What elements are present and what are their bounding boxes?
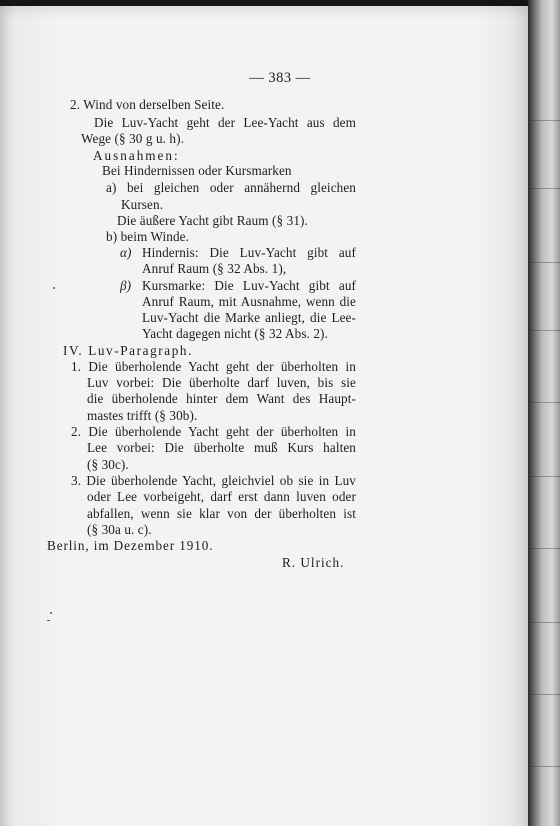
beta-line: Yacht dagegen nicht (§ 32 Abs. 2). [142,326,328,341]
case-a-line: a) bei gleichen oder annähernd gleichen [106,180,356,195]
beta-line: Anruf Raum, mit Ausnahme, wenn die [142,294,356,309]
exceptions-label: Ausnahmen: [93,148,180,163]
rule-line: Die Luv-Yacht geht der Lee-Yacht aus dem [94,115,356,130]
page-number: — 383 — [249,70,311,86]
rule-line: Wege (§ 30 g u. h). [81,131,185,146]
paragraph-2-line: Lee vorbei: Die überholte muß Kurs halten [87,440,356,455]
paragraph-1-line: die überholende hinter dem Want des Haupt- [87,391,356,406]
paragraph-2-line: 2. Die überholende Yacht geht der überholten in [71,424,356,439]
ink-speck [47,620,50,621]
place-date: Berlin, im Dezember 1910. [47,538,214,553]
page-edge [528,0,560,826]
section-iv-heading: IV. Luv-Paragraph. [63,343,193,358]
beta-marker: β) [120,278,132,293]
alpha-marker: α) [120,245,132,260]
paragraph-1-line: 1. Die überholende Yacht geht der überholten in [71,359,356,374]
case-a-line: Kursen. [121,197,164,212]
paragraph-3-line: oder Lee vorbeigeht, darf erst dann luven oder [87,489,356,504]
beta-line: Luv-Yacht die Marke anliegt, die Lee- [142,310,356,325]
paragraph-3-line: 3. Die überholende Yacht, gleichviel ob sie in Luv [71,473,356,488]
alpha-line: Hindernis: Die Luv-Yacht gibt auf [142,245,356,260]
obstacles-line: Bei Hindernissen oder Kursmarken [102,163,292,178]
ink-speck [53,287,55,289]
paragraph-3-line: abfallen, wenn sie klar von der überholten ist [87,506,356,521]
case-b-heading: b) beim Winde. [106,229,190,244]
item2-heading: 2. Wind von derselben Seite. [70,97,225,112]
case-a-line: Die äußere Yacht gibt Raum (§ 31). [117,213,308,228]
paragraph-2-line: (§ 30c). [87,457,129,472]
alpha-line: Anruf Raum (§ 32 Abs. 1), [142,261,287,276]
paragraph-1-line: mastes trifft (§ 30b). [87,408,198,423]
signature: R. Ulrich. [282,555,345,570]
paragraph-1-line: Luv vorbei: Die überholte darf luven, bis sie [87,375,356,390]
paragraph-3-line: (§ 30a u. c). [87,522,152,537]
ink-speck [50,612,52,614]
beta-line: Kursmarke: Die Luv-Yacht gibt auf [142,278,356,293]
